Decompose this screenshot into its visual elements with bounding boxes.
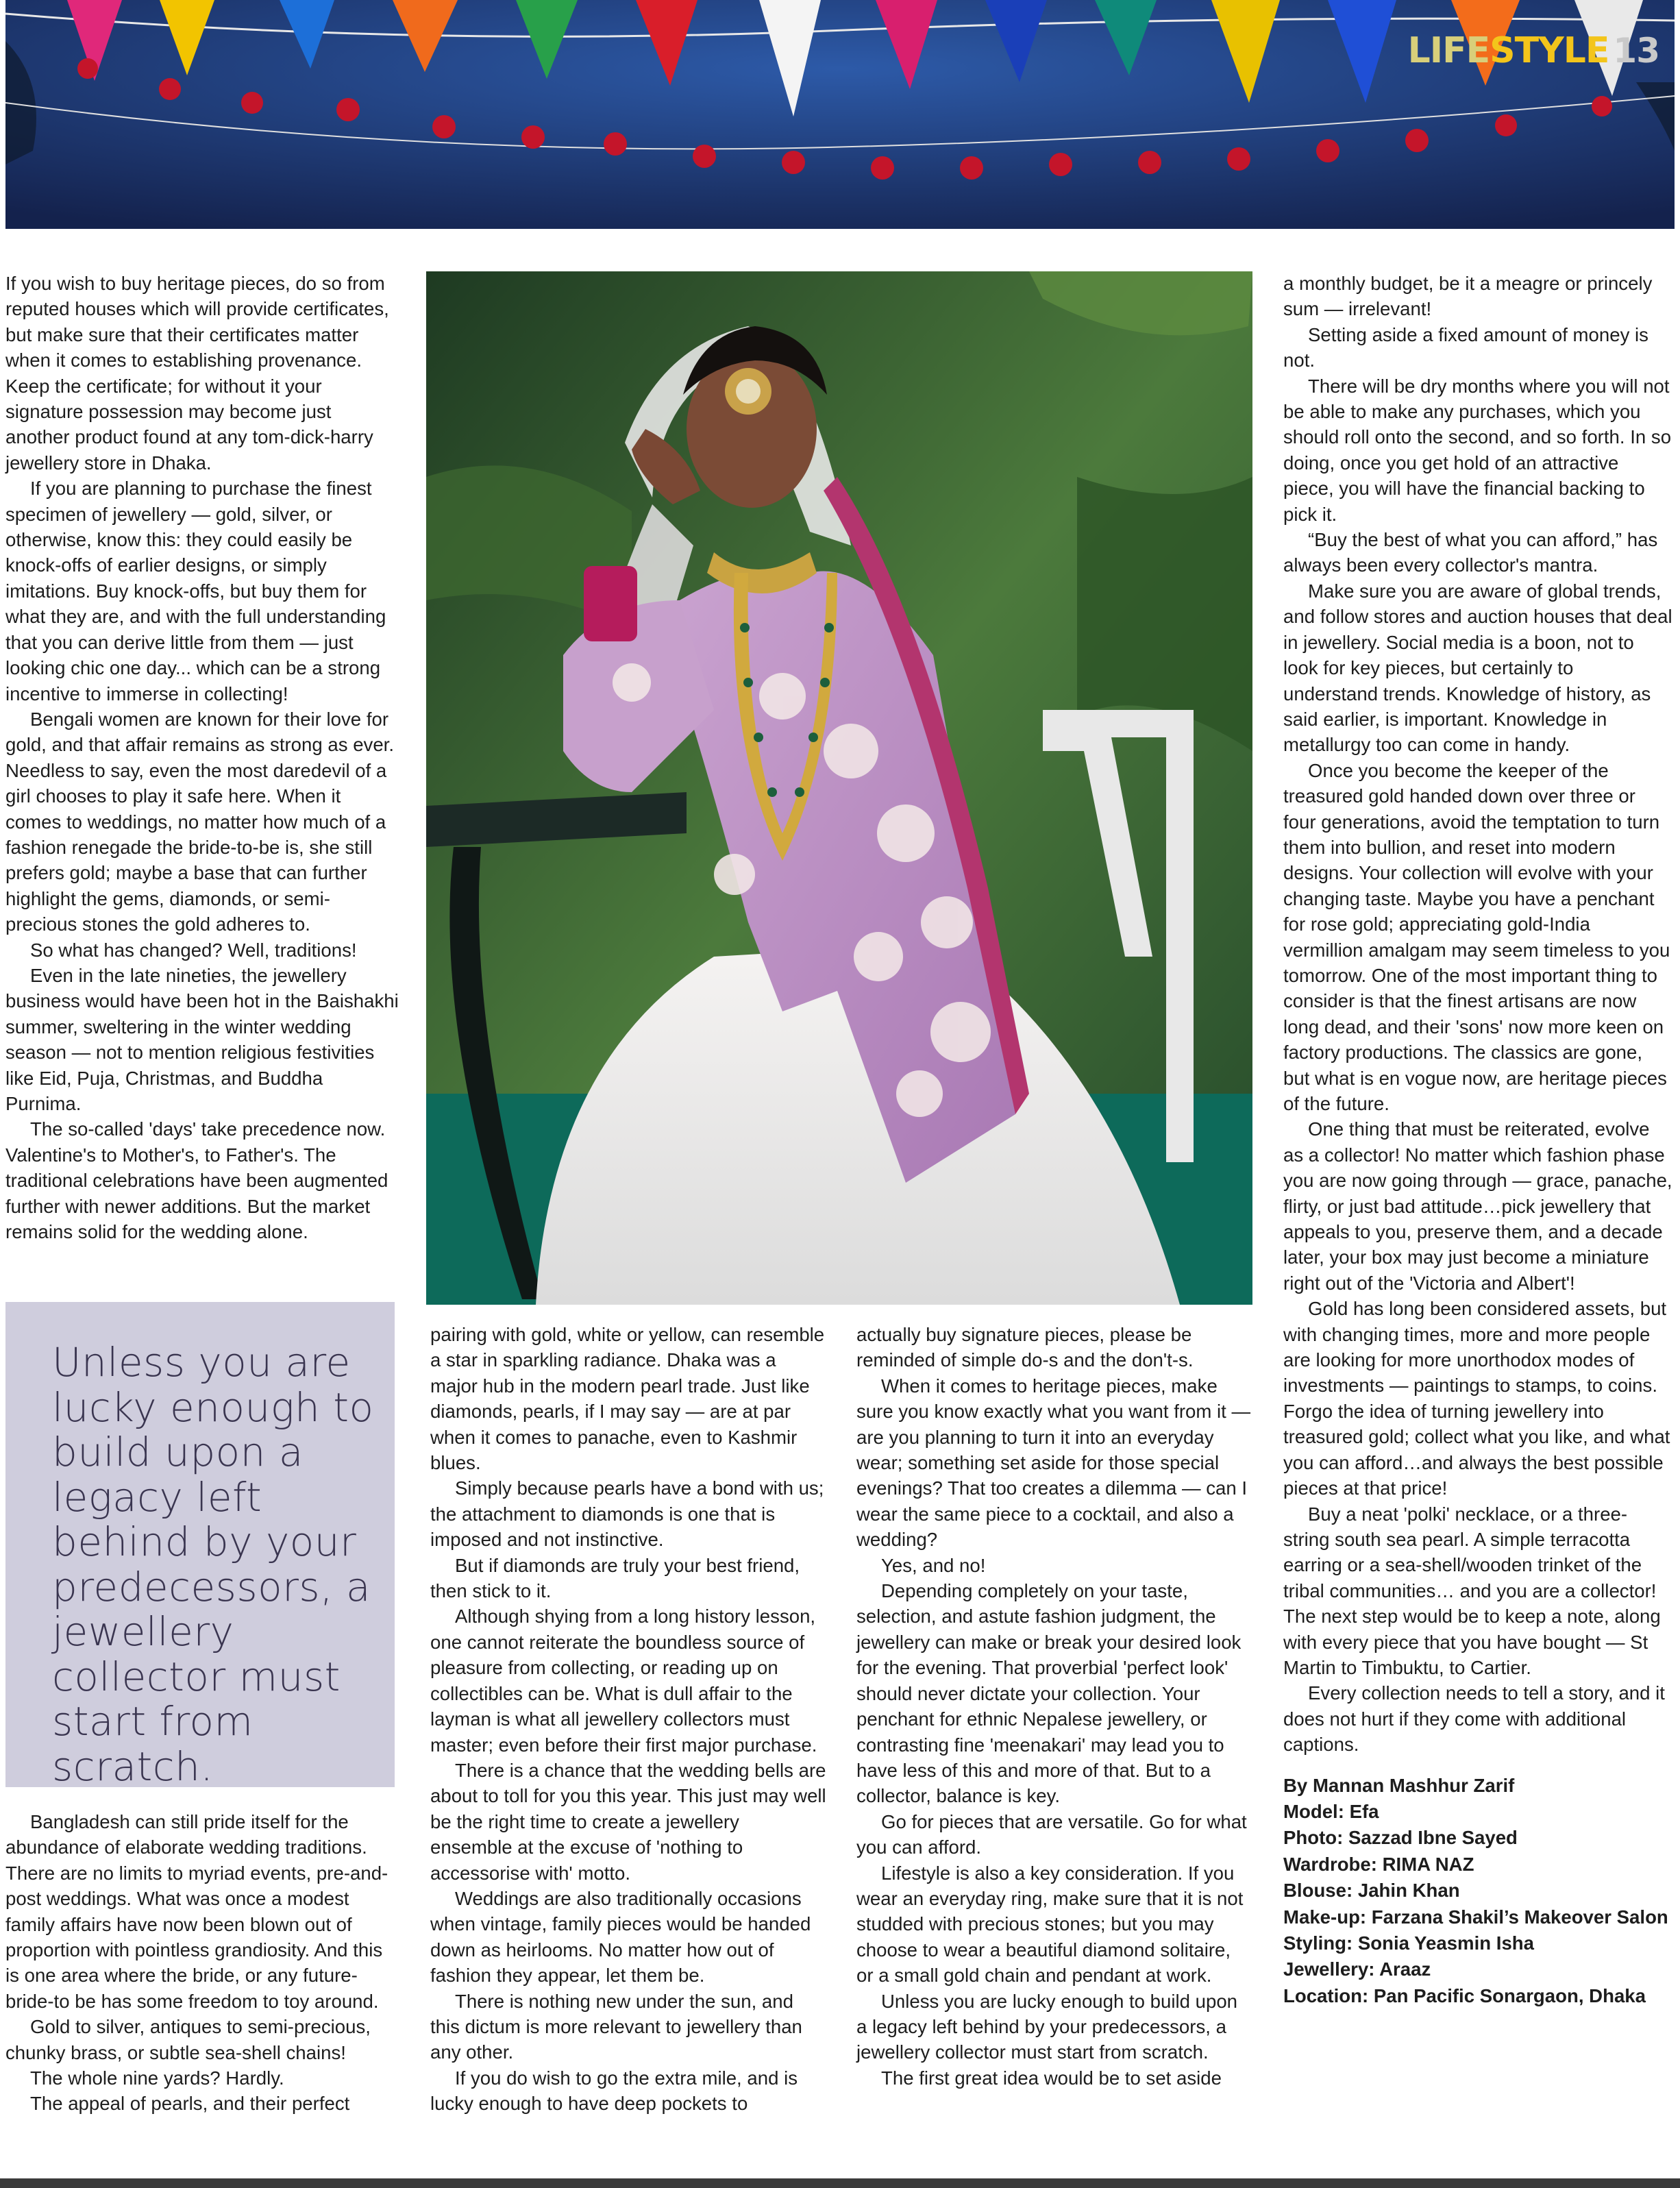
paragraph: There is a chance that the wedding bells are about to toll for you this year. This just may well be the right time to create a jewellery ensemble at the excuse of 'nothing to accessorise with' motto. [430, 1759, 826, 1884]
paragraph: When it comes to heritage pieces, make sure you know exactly what you want from it — are you planning to turn it into an everyday wear; something set aside for those special evenings? That too creates a dilemma — can I wear the same piece to a cocktail, and also a wedding? [856, 1375, 1251, 1551]
byline: By Mannan Mashhur Zarif [1283, 1774, 1515, 1796]
paragraph: Unless you are lucky enough to build upon a legacy left behind by your predecessors, a jewellery collector must start from scratch. [856, 1990, 1238, 2063]
paragraph: If you do wish to go the extra mile, and is lucky enough to have deep pockets to [430, 2067, 798, 2115]
paragraph: Buy a neat 'polki' necklace, or a three-string south sea pearl. A simple terracotta earring or a sea-shell/wooden trinket of the tribal communities… and you are a collector! The next step would be to keep a note, along with every piece that you have bought — St Martin to Timbuktu, to Cartier. [1283, 1503, 1661, 1678]
paragraph: There will be dry months where you will not be able to make any purchases, which you should roll onto the second, and so forth. In so doing, once you get hold of an attractive piece, you will have the financial backing to pick it. [1283, 375, 1672, 525]
credit-wardrobe: Wardrobe: RIMA NAZ [1283, 1853, 1474, 1875]
paragraph: Make sure you are aware of global trends, and follow stores and auction houses that deal in jewellery. Social media is a boon, not to look for key pieces, but certainly to understand trends. Knowledge of history, as said earlier, is important. Knowledge in metallurgy too can come in handy. [1283, 580, 1672, 756]
paragraph: Bangladesh can still pride itself for the abundance of elaborate wedding traditions. There are no limits to myriad events, pre-and-post weddings. What was once a modest family affairs have now been blown out of proportion with pointless grandiosity. And this is one area where the bride, or any future-bride-to be has some freedom to toy around. [5, 1811, 388, 2012]
paragraph: Lifestyle is also a key consideration. If you wear an everyday ring, make sure that it is not studded with precious stones; but you may choose to wear a beautiful diamond solitaire, or a small gold chain and pendant at work. [856, 1862, 1244, 1987]
pull-quote-text: Unless you are lucky enough to build upon a legacy left behind by your predecessors, a jewellery collector must start from scratch. [52, 1339, 374, 1790]
credit-location: Location: Pan Pacific Sonargaon, Dhaka [1283, 1984, 1646, 2006]
paragraph: Although shying from a long history lesson, one cannot reiterate the boundless source of pleasure from collecting, or reading up on collectibles can be. What is dull affair to the layman is what all jewellery collectors must master; even before their first major purchase. [430, 1606, 817, 1756]
column-1-top [5, 271, 399, 1244]
paragraph: Depending completely on your taste, selection, and astute fashion judgment, the jewellery can make or break your desired look for the evening. That proverbial 'perfect look' should never dictate your collection. Your penchant for ethnic Nepalese jewellery, or contrasting fine 'meenakari' may lead you to have less of this and more of that. But to a collector, balance is key. [856, 1580, 1242, 1807]
credit-jewellery: Jewellery: Araaz [1283, 1958, 1431, 1980]
paragraph: The so-called 'days' take precedence now. Valentine's to Mother's, to Father's. The traditional celebrations have been augmented further with newer additions. But the market remains solid for the wedding alone. [5, 1118, 388, 1243]
credit-makeup: Make-up: Farzana Shakil’s Makeover Salon [1283, 1906, 1668, 1928]
paragraph: Setting aside a fixed amount of money is not. [1283, 323, 1648, 371]
paragraph: actually buy signature pieces, please be reminded of simple do-s and the don't-s. [856, 1324, 1194, 1371]
header-banner [5, 0, 1675, 229]
page-number: 13 [1613, 31, 1659, 71]
paragraph: If you wish to buy heritage pieces, do so from reputed houses which will provide certificates, but make sure that their certificates matter when it comes to establishing provenance. Keep the certificate; for without it your signature possession may become just another product found at any tom-dick-harry jewellery store in Dhaka. [5, 273, 389, 474]
credit-model: Model: Efa [1283, 1800, 1379, 1822]
paragraph: Gold has long been considered assets, but with changing times, more and more people are looking for more unorthodox modes of investments — paintings to stamps, to coins. Forgo the idea of turning jewellery into treasured gold; collect what you like, and what you can afford…and always the best possible pieces at that price! [1283, 1298, 1670, 1499]
paragraph: Even in the late nineties, the jewellery business would have been hot in the Baishakhi summer, sweltering in the winter wedding season — not to mention religious festivities like Eid, Puja, Christmas, and Buddha Purnima. [5, 964, 399, 1114]
feature-photo [426, 271, 1252, 1305]
paragraph: The appeal of pearls, and their perfect [30, 2093, 350, 2115]
paragraph: One thing that must be reiterated, evolve as a collector! No matter which fashion phase you are now going through — grace, panache, flirty, or just bad attitude…pick jewellery that appeals to you, preserve them, and a decade later, your box may just become a miniature right out of the 'Victoria and Albert'! [1283, 1118, 1672, 1294]
paragraph: Yes, and no! [881, 1554, 986, 1576]
credit-photo: Photo: Sazzad Ibne Sayed [1283, 1827, 1518, 1849]
column-3 [856, 1322, 1251, 2091]
paragraph: a monthly budget, be it a meagre or princely sum — irrelevant! [1283, 273, 1653, 320]
column-1-bottom [5, 1809, 399, 2117]
section-style-label: STYLE [1490, 30, 1609, 71]
section-life-label: LIFE [1407, 30, 1490, 71]
paragraph: There is nothing new under the sun, and this dictum is more relevant to jewellery than any other. [430, 1990, 802, 2063]
paragraph: If you are planning to purchase the finest specimen of jewellery — gold, silver, or otherwise, know this: they could easily be knock-offs of earlier designs, or simply imitations. Buy knock-offs, but buy them for what they are, and with the full understanding that you can derive little from them — just looking chic one day... which can be a strong incentive to immerse in collecting! [5, 478, 386, 704]
paragraph: So what has changed? Well, traditions! [30, 939, 357, 961]
paragraph: Weddings are also traditionally occasions when vintage, family pieces would be handed down as heirlooms. No matter how out of fashion they appear, let them be. [430, 1887, 811, 1987]
paragraph: Gold to silver, antiques to semi-precious, chunky brass, or subtle sea-shell chains! [5, 2016, 371, 2063]
column-4 [1283, 271, 1672, 2009]
credits-block [1283, 1773, 1672, 2010]
pull-quote-box [5, 1302, 395, 1790]
paragraph: “Buy the best of what you can afford,” has always been every collector's mantra. [1283, 529, 1658, 576]
paragraph: Once you become the keeper of the treasured gold handed down over three or four generations, avoid the temptation to turn them into bullion, and reset into modern designs. Your collection will evolve with your changing taste. Maybe you have a penchant for rose gold; appreciating gold-India vermillion amalgam may seem timeless to you tomorrow. One of the most important thing to consider is that the finest artisans are now long dead, and their 'sons' now more keen on factory productions. The classics are gone, but what is en vogue now, are heritage pieces of the future. [1283, 759, 1670, 1114]
paragraph: Bengali women are known for their love for gold, and that affair remains as strong as ever. Needless to say, even the most daredevil of a girl chooses to play it safe here. When it comes to weddings, no matter how much of a fashion renegade the bride-to-be is, she still prefers gold; maybe a base that can further highlight the gems, diamonds, or semi-precious stones the gold adheres to. [5, 708, 395, 935]
bottom-rule [0, 2178, 1680, 2188]
credit-styling: Styling: Sonia Yeasmin Isha [1283, 1932, 1534, 1954]
credit-blouse: Blouse: Jahin Khan [1283, 1880, 1460, 1902]
paragraph: Every collection needs to tell a story, and it does not hurt if they come with additional captions. [1283, 1682, 1665, 1756]
bridal-portrait-image [426, 271, 1252, 1305]
paragraph: The whole nine yards? Hardly. [30, 2067, 284, 2089]
paragraph: The first great idea would be to set aside [881, 2067, 1222, 2089]
paragraph: Go for pieces that are versatile. Go for what you can afford. [856, 1810, 1247, 1858]
paragraph: pairing with gold, white or yellow, can resemble a star in sparkling radiance. Dhaka was a major hub in the modern pearl trade. Just like diamonds, pearls, if I may say — are at par when it comes to panache, even to Kashmir blues. [430, 1324, 825, 1474]
section-logo [1408, 30, 1659, 71]
paragraph: But if diamonds are truly your best friend, then stick to it. [430, 1554, 800, 1602]
paragraph: Simply because pearls have a bond with us; the attachment to diamonds is one that is imposed and not instinctive. [430, 1477, 824, 1551]
column-2 [430, 1322, 826, 2117]
